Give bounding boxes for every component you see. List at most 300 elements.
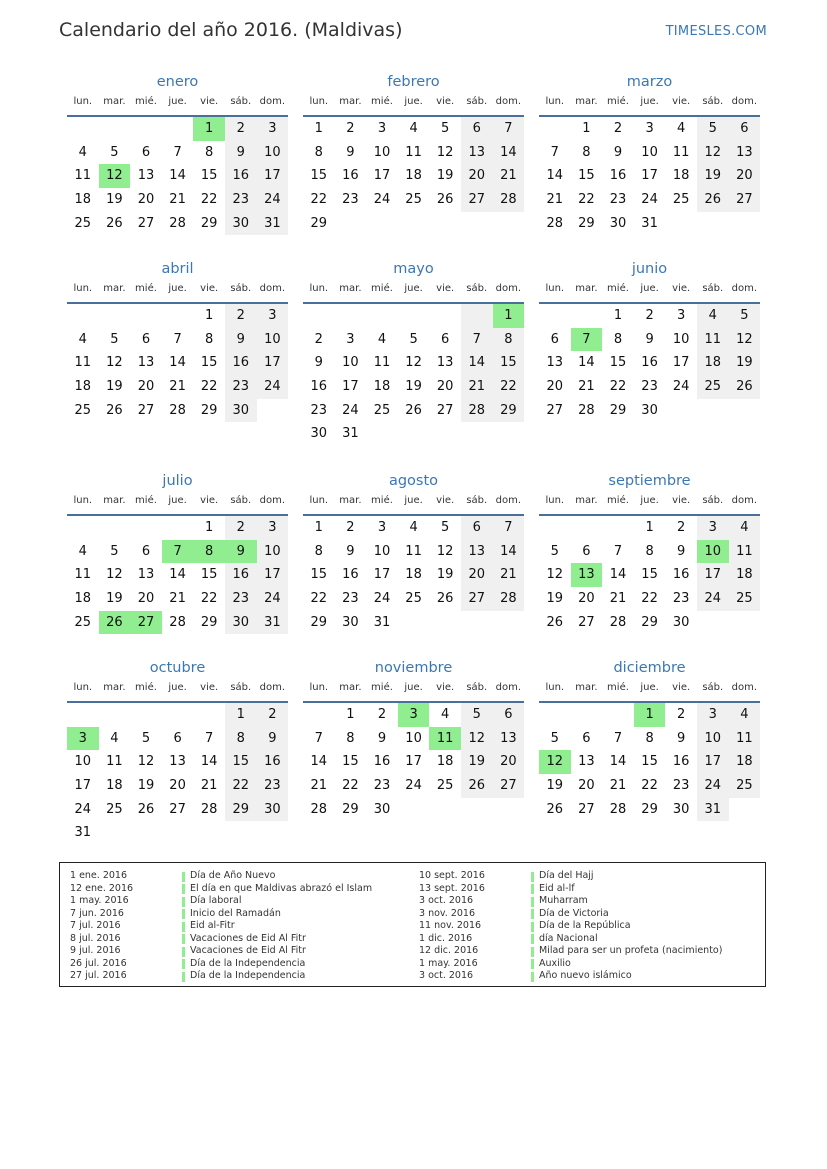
weekday-label: vie.	[436, 96, 455, 107]
holiday-date: 3 nov. 2016	[419, 907, 475, 919]
holiday-color-marker	[531, 897, 534, 907]
day-cell: 28	[609, 614, 627, 630]
weekday-label: mié.	[607, 682, 629, 693]
day-cell: 22	[641, 778, 658, 794]
day-cell: 2	[225, 516, 257, 540]
weekday-label: vie.	[672, 495, 691, 506]
holiday-color-marker	[531, 884, 534, 894]
day-cell: 28	[546, 215, 564, 231]
day-cell: 29	[310, 215, 328, 231]
weekday-label: sáb.	[466, 495, 488, 506]
holiday-color-marker	[531, 909, 534, 919]
day-cell: 3	[346, 331, 355, 347]
day-cell: 12	[729, 328, 761, 352]
month-abril	[67, 260, 288, 422]
day-cell: 9	[257, 727, 289, 751]
day-cell: 18	[405, 168, 422, 184]
day-cell: 16	[225, 563, 257, 587]
day-grid	[303, 117, 524, 235]
holiday-color-marker	[531, 972, 534, 982]
day-cell: 24	[405, 778, 422, 794]
day-cell: 28	[461, 399, 493, 423]
holiday-day-cell: 12	[539, 750, 571, 774]
day-cell: 13	[137, 168, 155, 184]
holiday-name: Día de Victoria	[539, 907, 609, 919]
day-cell: 31	[257, 212, 289, 236]
weekday-label: mar.	[103, 283, 126, 294]
holiday-date: 9 jul. 2016	[70, 945, 121, 956]
holiday-name: Día del Hajj	[539, 870, 594, 881]
day-cell: 1	[346, 707, 355, 722]
day-cell: 29	[609, 402, 627, 418]
day-cell: 6	[582, 730, 591, 746]
weekday-label: dom.	[259, 96, 286, 107]
empty-cell	[99, 304, 131, 328]
empty-cell	[162, 304, 194, 328]
day-cell: 26	[106, 402, 123, 418]
day-cell: 14	[461, 351, 493, 375]
holiday-color-marker	[182, 947, 185, 957]
empty-cell	[398, 304, 430, 328]
day-cell: 9	[677, 730, 686, 746]
empty-cell	[303, 304, 335, 328]
day-cell: 26	[729, 375, 761, 399]
day-cell: 23	[342, 192, 359, 208]
weekday-header	[539, 680, 760, 699]
holiday-date: 1 may. 2016	[419, 957, 478, 969]
day-cell: 21	[200, 778, 218, 794]
weekday-header	[67, 281, 288, 300]
holiday-day-cell: 27	[130, 611, 162, 635]
weekday-label: mié.	[371, 682, 393, 693]
day-cell: 26	[546, 614, 564, 630]
holiday-day-cell: 26	[99, 611, 131, 635]
day-cell: 3	[257, 304, 289, 328]
holiday-date: 1 ene. 2016	[70, 870, 127, 881]
day-cell: 30	[609, 215, 627, 231]
legend-column-right	[419, 870, 722, 983]
day-cell: 25	[729, 587, 761, 611]
day-cell: 30	[342, 614, 359, 630]
day-cell: 10	[373, 543, 391, 559]
month-noviembre	[303, 659, 524, 821]
day-cell: 27	[578, 614, 595, 630]
day-cell: 3	[377, 520, 387, 535]
day-cell: 17	[257, 164, 289, 188]
legend-row	[70, 895, 372, 908]
empty-cell	[162, 703, 194, 727]
weekday-header	[303, 94, 524, 113]
day-cell: 11	[729, 727, 761, 751]
weekday-label: vie.	[436, 283, 455, 294]
day-cell: 23	[257, 774, 289, 798]
day-cell: 6	[550, 331, 559, 347]
day-cell: 3	[377, 121, 387, 136]
day-cell: 24	[697, 774, 729, 798]
empty-cell	[130, 304, 162, 328]
weekday-label: vie.	[200, 283, 219, 294]
holiday-date: 1 dic. 2016	[419, 932, 473, 944]
day-cell: 27	[493, 774, 525, 798]
weekday-label: dom.	[731, 283, 758, 294]
day-cell: 26	[697, 188, 729, 212]
month-julio	[67, 472, 288, 634]
empty-cell	[539, 516, 571, 540]
day-cell: 19	[405, 379, 422, 395]
weekday-label: mié.	[135, 96, 157, 107]
weekday-label: mié.	[135, 283, 157, 294]
legend-row	[70, 908, 372, 921]
holiday-day-cell: 3	[398, 703, 430, 727]
weekday-label: mar.	[575, 682, 598, 693]
day-cell: 13	[578, 754, 595, 770]
day-cell: 22	[200, 379, 218, 395]
day-grid	[303, 703, 524, 821]
holiday-name: Inicio del Ramadán	[190, 907, 281, 919]
day-cell: 8	[493, 328, 525, 352]
day-cell: 10	[697, 727, 729, 751]
day-cell: 2	[225, 304, 257, 328]
day-cell: 1	[205, 520, 214, 535]
month-diciembre	[539, 659, 760, 821]
day-cell: 4	[409, 520, 418, 535]
day-cell: 19	[106, 379, 123, 395]
day-cell: 29	[342, 801, 359, 817]
day-cell: 19	[436, 567, 454, 583]
weekday-label: vie.	[436, 495, 455, 506]
day-cell: 15	[641, 567, 658, 583]
holiday-date: 3 oct. 2016	[419, 970, 474, 981]
legend-row	[419, 895, 722, 908]
holiday-color-marker	[531, 934, 534, 944]
day-cell: 29	[641, 801, 658, 817]
day-cell: 24	[672, 379, 690, 395]
day-cell: 10	[672, 331, 690, 347]
day-cell: 14	[200, 754, 218, 770]
day-cell: 18	[106, 778, 123, 794]
holiday-color-marker	[182, 897, 185, 907]
empty-cell	[335, 304, 367, 328]
day-cell: 15	[578, 168, 595, 184]
day-cell: 6	[141, 543, 151, 559]
day-cell: 29	[200, 614, 218, 630]
day-cell: 15	[493, 351, 525, 375]
day-cell: 16	[225, 164, 257, 188]
day-cell: 9	[677, 543, 686, 559]
day-cell: 8	[582, 144, 591, 160]
day-cell: 18	[729, 750, 761, 774]
holiday-date: 8 jul. 2016	[70, 932, 121, 944]
holiday-color-marker	[182, 884, 185, 894]
day-cell: 11	[74, 567, 92, 583]
day-cell: 9	[225, 141, 257, 165]
holiday-date: 11 nov. 2016	[419, 920, 482, 931]
day-cell: 14	[493, 141, 525, 165]
page-title: Calendario del año 2016. (Maldivas)	[59, 19, 403, 41]
holiday-name: Eid al-Fitr	[190, 920, 235, 931]
empty-cell	[461, 304, 493, 328]
holiday-name: Día de la República	[539, 920, 631, 931]
day-cell: 31	[342, 426, 359, 442]
day-cell: 14	[578, 355, 595, 371]
legend-row	[70, 945, 372, 958]
weekday-label: lun.	[545, 96, 565, 107]
day-cell: 3	[257, 117, 289, 141]
day-cell: 11	[672, 144, 690, 160]
empty-cell	[67, 304, 99, 328]
day-cell: 1	[582, 121, 591, 136]
legend-row	[70, 933, 372, 946]
holiday-name: Día de Año Nuevo	[190, 870, 276, 881]
day-cell: 20	[137, 379, 155, 395]
day-grid	[67, 304, 288, 422]
day-cell: 31	[74, 825, 92, 841]
day-cell: 13	[461, 141, 493, 165]
day-cell: 22	[609, 379, 627, 395]
day-cell: 17	[257, 563, 289, 587]
weekday-label: vie.	[200, 96, 219, 107]
weekday-label: lun.	[545, 283, 565, 294]
day-cell: 29	[578, 215, 595, 231]
day-cell: 29	[225, 798, 257, 822]
day-cell: 1	[645, 520, 654, 535]
weekday-header	[539, 94, 760, 113]
day-cell: 2	[257, 703, 289, 727]
day-cell: 11	[729, 540, 761, 564]
day-cell: 14	[169, 567, 186, 583]
holiday-color-marker	[182, 922, 185, 932]
weekday-label: vie.	[672, 682, 691, 693]
day-cell: 11	[405, 144, 422, 160]
day-cell: 6	[173, 730, 182, 746]
legend-row	[70, 920, 372, 933]
empty-cell	[539, 703, 571, 727]
day-cell: 29	[200, 215, 218, 231]
weekday-label: jue.	[640, 283, 659, 294]
empty-cell	[193, 703, 225, 727]
day-cell: 17	[257, 351, 289, 375]
day-cell: 8	[205, 144, 214, 160]
holiday-date: 12 dic. 2016	[419, 945, 479, 956]
day-cell: 26	[106, 215, 123, 231]
day-cell: 25	[405, 192, 422, 208]
weekday-label: mar.	[575, 495, 598, 506]
day-cell: 19	[697, 164, 729, 188]
day-cell: 21	[169, 591, 186, 607]
day-grid	[67, 516, 288, 634]
weekday-label: jue.	[168, 495, 187, 506]
day-cell: 23	[641, 379, 658, 395]
day-cell: 16	[342, 567, 359, 583]
day-cell: 17	[342, 379, 359, 395]
day-cell: 1	[314, 121, 323, 136]
month-junio	[539, 260, 760, 422]
day-cell: 2	[314, 331, 323, 347]
day-cell: 15	[200, 168, 218, 184]
day-cell: 12	[436, 543, 454, 559]
weekday-header	[303, 680, 524, 699]
weekday-label: dom.	[731, 96, 758, 107]
day-cell: 5	[461, 703, 493, 727]
legend-row	[419, 958, 722, 971]
weekday-label: mié.	[607, 96, 629, 107]
weekday-label: sáb.	[466, 96, 488, 107]
day-cell: 4	[78, 543, 87, 559]
holiday-name: Auxilio	[539, 957, 571, 969]
day-cell: 19	[137, 778, 155, 794]
legend-column-left	[70, 870, 372, 983]
weekday-label: dom.	[731, 495, 758, 506]
empty-cell	[539, 117, 571, 141]
day-cell: 7	[173, 144, 182, 160]
weekday-label: dom.	[259, 283, 286, 294]
holiday-name: El día en que Maldivas abrazó el Islam	[190, 882, 373, 894]
weekday-label: dom.	[495, 283, 522, 294]
empty-cell	[67, 703, 99, 727]
day-cell: 7	[493, 516, 525, 540]
day-cell: 9	[377, 730, 387, 746]
month-name: diciembre	[613, 660, 686, 676]
weekday-label: mié.	[135, 495, 157, 506]
day-cell: 15	[641, 754, 658, 770]
day-cell: 13	[729, 141, 761, 165]
day-cell: 9	[314, 355, 323, 371]
day-cell: 24	[342, 402, 359, 418]
day-cell: 30	[225, 611, 257, 635]
holiday-day-cell: 12	[99, 164, 131, 188]
brand-link[interactable]: TIMESLES.COM	[665, 24, 767, 39]
day-cell: 20	[546, 379, 564, 395]
legend-row	[419, 920, 722, 933]
day-cell: 8	[314, 543, 323, 559]
day-cell: 30	[257, 798, 289, 822]
day-cell: 25	[373, 402, 391, 418]
day-cell: 25	[697, 375, 729, 399]
weekday-label: sáb.	[702, 682, 724, 693]
holiday-color-marker	[531, 872, 534, 882]
day-cell: 23	[310, 402, 328, 418]
day-cell: 26	[137, 801, 155, 817]
holiday-date: 7 jun. 2016	[70, 907, 124, 919]
weekday-label: jue.	[640, 682, 659, 693]
holiday-color-marker	[182, 972, 185, 982]
day-cell: 13	[493, 727, 525, 751]
holiday-date: 26 jul. 2016	[70, 957, 127, 969]
day-cell: 22	[200, 192, 218, 208]
empty-cell	[162, 516, 194, 540]
holiday-color-marker	[182, 934, 185, 944]
weekday-label: mié.	[371, 495, 393, 506]
day-cell: 26	[405, 402, 422, 418]
day-cell: 9	[225, 328, 257, 352]
day-cell: 18	[405, 567, 422, 583]
holiday-day-cell: 11	[429, 727, 461, 751]
day-cell: 9	[613, 144, 623, 160]
day-cell: 2	[645, 308, 654, 323]
month-mayo	[303, 260, 524, 446]
weekday-label: lun.	[73, 96, 93, 107]
day-cell: 24	[257, 375, 289, 399]
day-cell: 17	[697, 563, 729, 587]
day-cell: 23	[672, 591, 690, 607]
weekday-label: sáb.	[230, 495, 252, 506]
day-cell: 3	[257, 516, 289, 540]
holiday-day-cell: 13	[571, 563, 603, 587]
day-cell: 7	[613, 730, 623, 746]
weekday-label: sáb.	[702, 96, 724, 107]
day-cell: 20	[137, 591, 155, 607]
day-cell: 5	[729, 304, 761, 328]
day-cell: 16	[310, 379, 328, 395]
day-cell: 6	[493, 703, 525, 727]
month-septiembre	[539, 472, 760, 634]
day-cell: 27	[546, 402, 564, 418]
day-cell: 25	[74, 614, 92, 630]
day-cell: 8	[645, 730, 654, 746]
day-cell: 6	[461, 117, 493, 141]
holiday-name: Día de la Independencia	[190, 970, 306, 981]
weekday-label: dom.	[731, 682, 758, 693]
day-cell: 5	[409, 331, 418, 347]
day-cell: 1	[205, 308, 214, 323]
day-cell: 6	[141, 144, 151, 160]
day-cell: 21	[578, 379, 595, 395]
weekday-label: sáb.	[466, 682, 488, 693]
day-cell: 27	[436, 402, 454, 418]
weekday-label: mar.	[339, 495, 362, 506]
day-cell: 30	[672, 614, 690, 630]
day-cell: 6	[461, 516, 493, 540]
weekday-label: lun.	[73, 283, 93, 294]
day-cell: 13	[461, 540, 493, 564]
day-cell: 7	[173, 331, 182, 347]
day-cell: 1	[225, 703, 257, 727]
month-name: septiembre	[608, 473, 691, 489]
month-marzo	[539, 73, 760, 235]
day-cell: 1	[613, 308, 623, 323]
day-cell: 19	[729, 351, 761, 375]
weekday-label: mié.	[371, 96, 393, 107]
weekday-label: vie.	[436, 682, 455, 693]
month-name: mayo	[393, 261, 434, 277]
empty-cell	[130, 703, 162, 727]
day-cell: 14	[609, 754, 627, 770]
holiday-color-marker	[182, 959, 185, 969]
day-cell: 6	[441, 331, 450, 347]
weekday-label: sáb.	[702, 283, 724, 294]
day-cell: 18	[697, 351, 729, 375]
empty-cell	[429, 304, 461, 328]
day-cell: 25	[436, 778, 454, 794]
day-cell: 18	[373, 379, 391, 395]
weekday-header	[303, 281, 524, 300]
holiday-name: Vacaciones de Eid Al Fitr	[190, 945, 306, 956]
day-cell: 22	[310, 192, 328, 208]
day-cell: 28	[578, 402, 595, 418]
day-grid	[67, 117, 288, 235]
day-cell: 21	[493, 164, 525, 188]
day-cell: 16	[373, 754, 391, 770]
day-cell: 9	[645, 331, 654, 347]
month-agosto	[303, 472, 524, 634]
day-cell: 25	[729, 774, 761, 798]
day-cell: 20	[493, 750, 525, 774]
day-cell: 10	[257, 328, 289, 352]
day-cell: 13	[546, 355, 564, 371]
weekday-label: mar.	[103, 495, 126, 506]
day-cell: 25	[672, 192, 690, 208]
day-cell: 2	[677, 520, 686, 535]
